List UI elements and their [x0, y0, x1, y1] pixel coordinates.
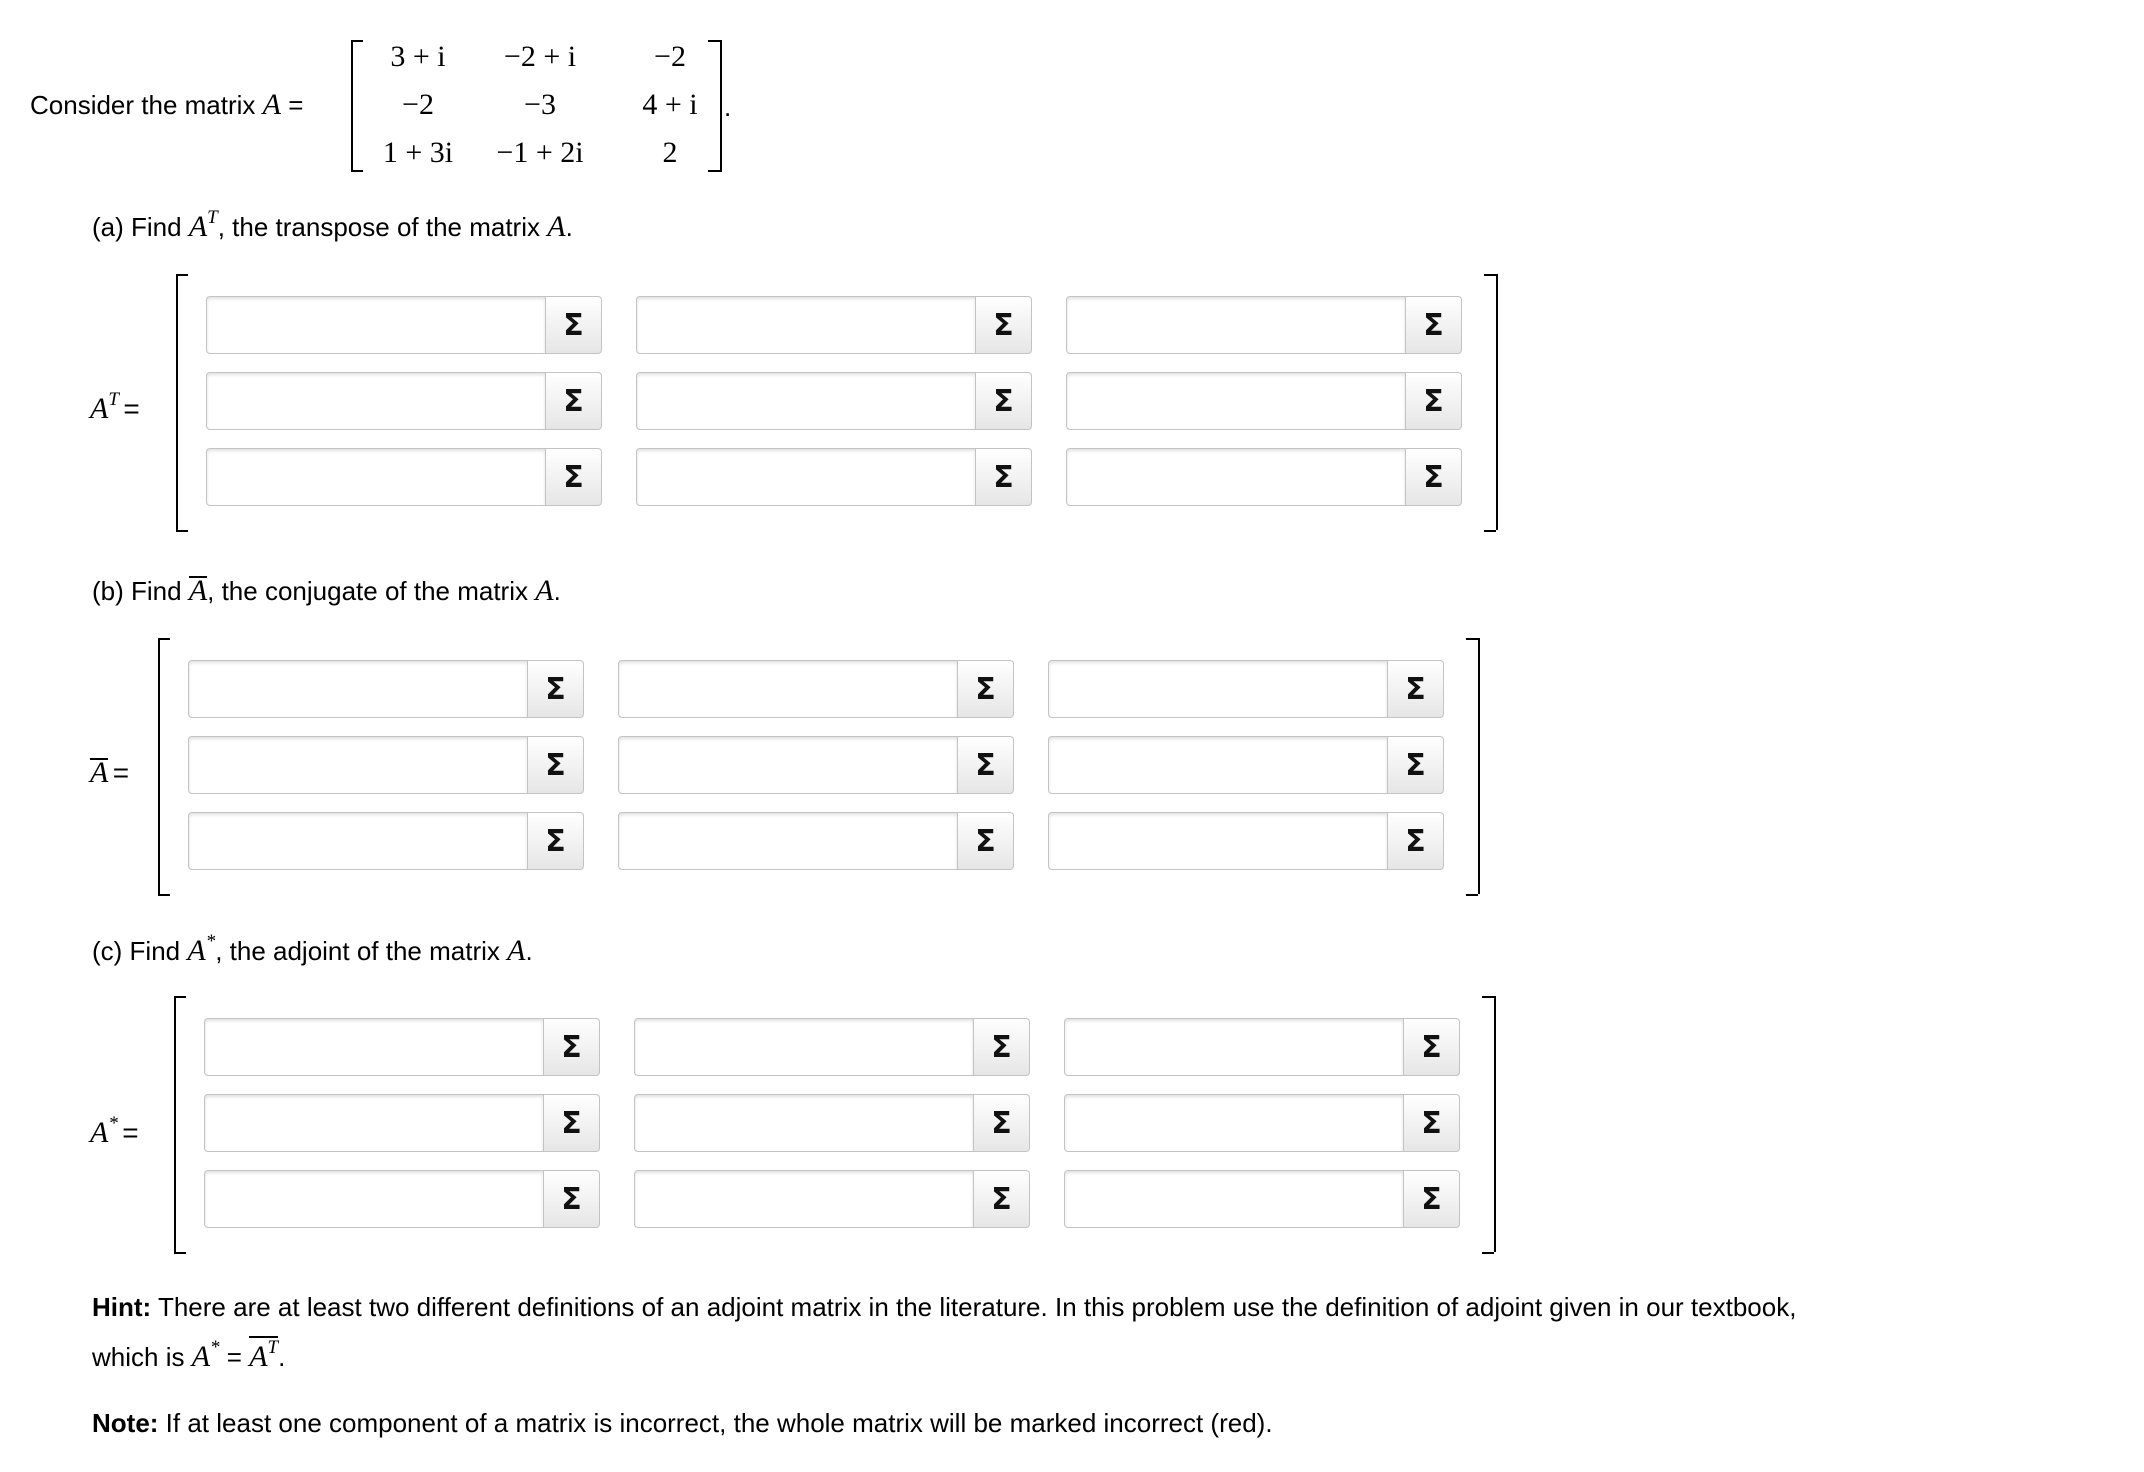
matrix-a-cell: −2 [654, 40, 686, 73]
answer-input-c-r1-c2[interactable] [634, 1018, 974, 1076]
sigma-icon[interactable]: Σ [544, 1170, 600, 1228]
sigma-icon[interactable]: Σ [1406, 372, 1462, 430]
intro-line [30, 88, 303, 122]
answer-input-c-r3-c1[interactable] [204, 1170, 544, 1228]
sigma-icon[interactable]: Σ [1406, 448, 1462, 506]
sigma-icon[interactable]: Σ [958, 660, 1014, 718]
part-a-label-var: A [90, 392, 109, 425]
part-b-overline [189, 576, 207, 578]
answer-input-b-r3-c2[interactable] [618, 812, 958, 870]
part-b-label-var-text: A [90, 756, 109, 789]
answer-input-a-r3-c3[interactable] [1066, 448, 1406, 506]
sigma-icon[interactable]: Σ [958, 736, 1014, 794]
sigma-icon[interactable]: Σ [1406, 296, 1462, 354]
matrix-a-cell: 3 + i [390, 40, 446, 73]
sigma-icon[interactable]: Σ [1388, 812, 1444, 870]
part-b-label-overline [90, 758, 108, 760]
matrix-left-bracket-bottom [174, 1252, 186, 1254]
intro-period: . [724, 92, 732, 122]
answer-input-a-r1-c1[interactable] [206, 296, 546, 354]
matrix-a-cell: −1 + 2i [496, 136, 584, 169]
sigma-icon[interactable]: Σ [976, 372, 1032, 430]
matrix-left-bracket [176, 274, 178, 530]
matrix-right-bracket-bottom [1466, 894, 1478, 896]
sigma-icon[interactable]: Σ [974, 1018, 1030, 1076]
hint-line-2 [92, 1337, 286, 1374]
answer-input-a-r2-c2[interactable] [636, 372, 976, 430]
answer-input-c-r1-c3[interactable] [1064, 1018, 1404, 1076]
matrix-left-bracket [174, 996, 176, 1252]
sigma-icon[interactable]: Σ [976, 296, 1032, 354]
answer-input-a-r2-c1[interactable] [206, 372, 546, 430]
part-c-label [90, 1113, 139, 1150]
answer-input-c-r2-c2[interactable] [634, 1094, 974, 1152]
part-b-var-text: A [188, 574, 208, 607]
part-c-var: A [187, 934, 206, 967]
matrix-a-cell: 2 [662, 136, 678, 169]
part-c-sup: * [205, 931, 216, 952]
sigma-icon[interactable]: Σ [1404, 1170, 1460, 1228]
sigma-icon[interactable]: Σ [544, 1018, 600, 1076]
part-a-sup: T [207, 207, 218, 228]
part-c-var2: A [507, 934, 526, 967]
part-c-label-eq: = [122, 1117, 139, 1148]
sigma-icon[interactable]: Σ [976, 448, 1032, 506]
answer-input-b-r2-c1[interactable] [188, 736, 528, 794]
hint-eq: = [226, 1342, 242, 1372]
part-a-prefix: (a) Find [92, 212, 182, 242]
sigma-icon[interactable]: Σ [528, 736, 584, 794]
part-b-label [90, 756, 129, 790]
answer-input-b-r1-c3[interactable] [1048, 660, 1388, 718]
hint-sup2: T [267, 1337, 279, 1358]
part-b-label-eq: = [112, 757, 130, 788]
part-a-var2: A [547, 210, 566, 243]
answer-input-a-r2-c3[interactable] [1066, 372, 1406, 430]
matrix-a-cell: −2 + i [503, 40, 577, 73]
answer-input-c-r2-c3[interactable] [1064, 1094, 1404, 1152]
matrix-a-cell: 4 + i [642, 88, 698, 121]
part-a-var: A [188, 210, 208, 243]
part-a-suffix: , the transpose of the matrix [217, 212, 540, 242]
answer-input-b-r2-c3[interactable] [1048, 736, 1388, 794]
matrix-right-bracket-bottom [1482, 1252, 1494, 1254]
part-c-label-sup: * [108, 1113, 118, 1134]
matrix-a-cell: 1 + 3i [382, 136, 454, 169]
matrix-right-bracket-bottom [1484, 530, 1496, 532]
sigma-icon[interactable]: Σ [974, 1170, 1030, 1228]
matrix-right-bracket-top [1482, 996, 1494, 998]
matrix-a-right-bracket [708, 40, 722, 172]
answer-input-c-r1-c1[interactable] [204, 1018, 544, 1076]
sigma-icon[interactable]: Σ [528, 812, 584, 870]
matrix-right-bracket [1484, 274, 1498, 530]
sigma-icon[interactable]: Σ [958, 812, 1014, 870]
hint-end: . [278, 1342, 286, 1372]
answer-input-b-r3-c1[interactable] [188, 812, 528, 870]
matrix-a-left-bracket [351, 40, 353, 172]
answer-input-b-r3-c3[interactable] [1048, 812, 1388, 870]
matrix-a-cell: −3 [524, 88, 556, 121]
hint-line-1 [92, 1292, 1796, 1323]
answer-input-b-r2-c2[interactable] [618, 736, 958, 794]
matrix-right-bracket-top [1484, 274, 1496, 276]
answer-input-c-r2-c1[interactable] [204, 1094, 544, 1152]
answer-input-b-r1-c2[interactable] [618, 660, 958, 718]
sigma-icon[interactable]: Σ [546, 372, 602, 430]
matrix-left-bracket [158, 638, 160, 894]
part-a-end: . [565, 212, 573, 242]
hint-sup: * [210, 1337, 220, 1358]
part-a-label-sup: T [108, 389, 119, 410]
part-c-suffix: , the adjoint of the matrix [215, 936, 500, 966]
part-c-prompt [92, 931, 533, 968]
note-bold: Note: [92, 1408, 159, 1438]
hint-text: There are at least two different definitions of an adjoint matrix in the literature. In this problem use the definition of adjoint given in our textbook, [157, 1292, 1797, 1322]
intro-text: Consider the matrix [30, 90, 256, 120]
part-b-var2: A [535, 574, 554, 607]
sigma-icon[interactable]: Σ [1388, 660, 1444, 718]
part-c-end: . [525, 936, 533, 966]
note-line [92, 1408, 1273, 1439]
matrix-a-cell: −2 [402, 88, 434, 121]
answer-input-a-r1-c2[interactable] [636, 296, 976, 354]
matrix-left-bracket-bottom [158, 894, 170, 896]
hint-bold: Hint: [92, 1292, 152, 1322]
sigma-icon[interactable]: Σ [974, 1094, 1030, 1152]
sigma-icon[interactable]: Σ [546, 296, 602, 354]
part-b-end: . [553, 576, 561, 606]
matrix-right-bracket [1482, 996, 1496, 1252]
part-c-prefix: (c) Find [92, 936, 181, 966]
matrix-right-bracket-top [1466, 638, 1478, 640]
answer-input-c-r3-c3[interactable] [1064, 1170, 1404, 1228]
sigma-icon[interactable]: Σ [1404, 1094, 1460, 1152]
matrix-a-left-bracket-top [351, 40, 363, 42]
part-a-label [90, 389, 140, 426]
part-a-prompt [92, 207, 573, 244]
hint-var: A [191, 1340, 211, 1373]
answer-input-a-r3-c1[interactable] [206, 448, 546, 506]
note-text: If at least one component of a matrix is incorrect, the whole matrix will be marked incorrect (red). [165, 1408, 1273, 1438]
sigma-icon[interactable]: Σ [528, 660, 584, 718]
hint-var2-overlined [249, 1337, 279, 1374]
hint-overline [249, 1336, 278, 1338]
hint-line2-prefix: which is [92, 1342, 185, 1372]
part-b-prefix: (b) Find [92, 576, 182, 606]
part-b-var [189, 574, 207, 607]
part-b-suffix: , the conjugate of the matrix [207, 576, 528, 606]
matrix-left-bracket-top [176, 274, 188, 276]
matrix-left-bracket-top [158, 638, 170, 640]
matrix-a-left-bracket-bottom [351, 170, 363, 172]
sigma-icon[interactable]: Σ [1404, 1018, 1460, 1076]
intro-eq: = [288, 90, 304, 120]
answer-input-a-r1-c3[interactable] [1066, 296, 1406, 354]
matrix-left-bracket-top [174, 996, 186, 998]
sigma-icon[interactable]: Σ [544, 1094, 600, 1152]
part-b-label-var [90, 756, 108, 790]
sigma-icon[interactable]: Σ [546, 448, 602, 506]
intro-var: A [262, 88, 281, 121]
answer-input-c-r3-c2[interactable] [634, 1170, 974, 1228]
matrix-right-bracket [1466, 638, 1480, 894]
matrix-a-right-bracket-bottom [708, 170, 720, 172]
sigma-icon[interactable]: Σ [1388, 736, 1444, 794]
answer-input-b-r1-c1[interactable] [188, 660, 528, 718]
hint-var2: A [249, 1340, 268, 1373]
matrix-left-bracket-bottom [176, 530, 188, 532]
part-c-label-var: A [90, 1116, 109, 1149]
answer-input-a-r3-c2[interactable] [636, 448, 976, 506]
part-a-label-eq: = [123, 393, 140, 424]
part-b-prompt [92, 574, 561, 608]
